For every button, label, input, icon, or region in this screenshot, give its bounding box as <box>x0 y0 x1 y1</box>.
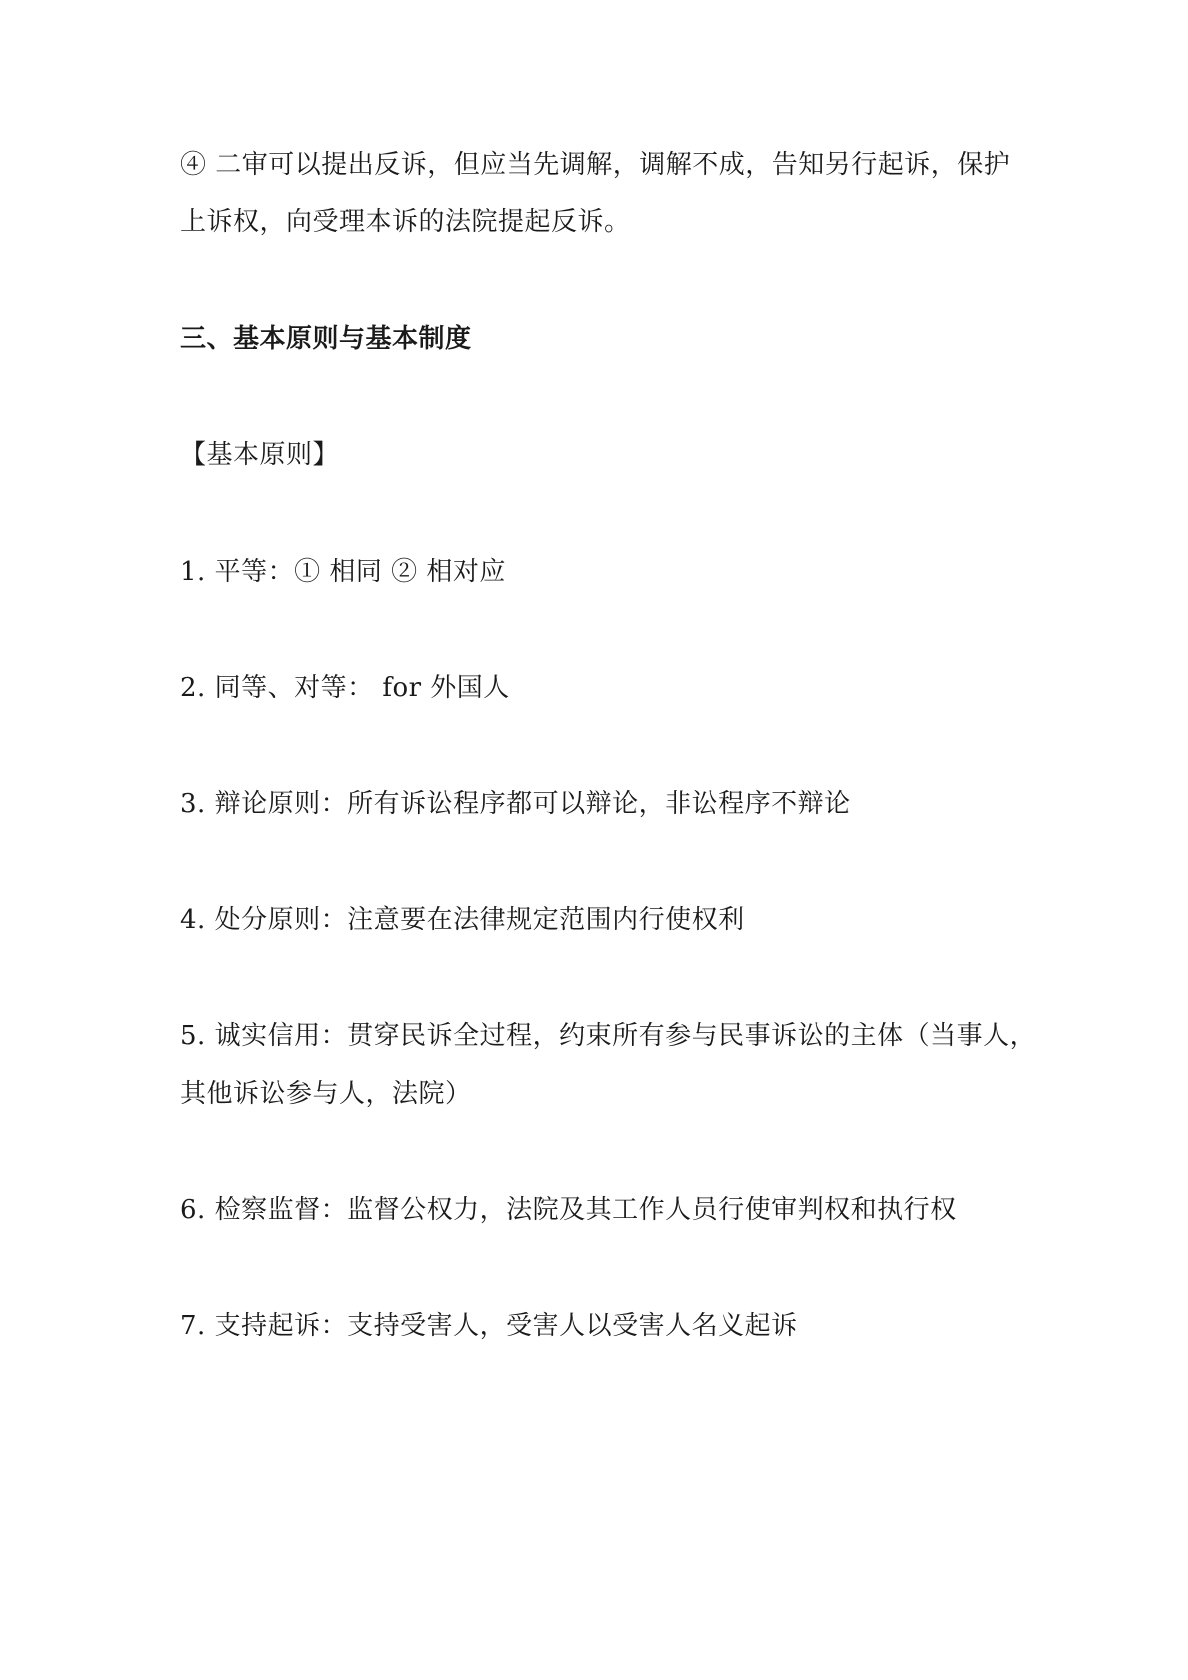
list-item-equality: 1. 平等：① 相同 ② 相对应 <box>180 557 506 587</box>
list-item-debate-principle: 3. 辩论原则：所有诉讼程序都可以辩论，非讼程序不辩论 <box>180 789 851 819</box>
list-item-good-faith-line-1: 5. 诚实信用：贯穿民诉全过程，约束所有参与民事诉讼的主体（当事人， <box>180 1021 1037 1051</box>
paragraph-counterclaim-line-1: ④ 二审可以提出反诉，但应当先调解，调解不成，告知另行起诉，保护 <box>180 150 1011 180</box>
list-item-reciprocity: 2. 同等、对等： for 外国人 <box>180 673 510 703</box>
paragraph-counterclaim-line-2: 上诉权，向受理本诉的法院提起反诉。 <box>180 207 631 237</box>
list-item-good-faith-line-2: 其他诉讼参与人，法院） <box>180 1079 472 1109</box>
subsection-label: 【基本原则】 <box>180 440 340 470</box>
section-heading: 三、基本原则与基本制度 <box>180 324 472 354</box>
list-item-procuratorial-supervision: 6. 检察监督：监督公权力，法院及其工作人员行使审判权和执行权 <box>180 1195 957 1225</box>
list-item-support-prosecution: 7. 支持起诉：支持受害人，受害人以受害人名义起诉 <box>180 1311 798 1341</box>
list-item-disposition-principle: 4. 处分原则：注意要在法律规定范围内行使权利 <box>180 905 745 935</box>
